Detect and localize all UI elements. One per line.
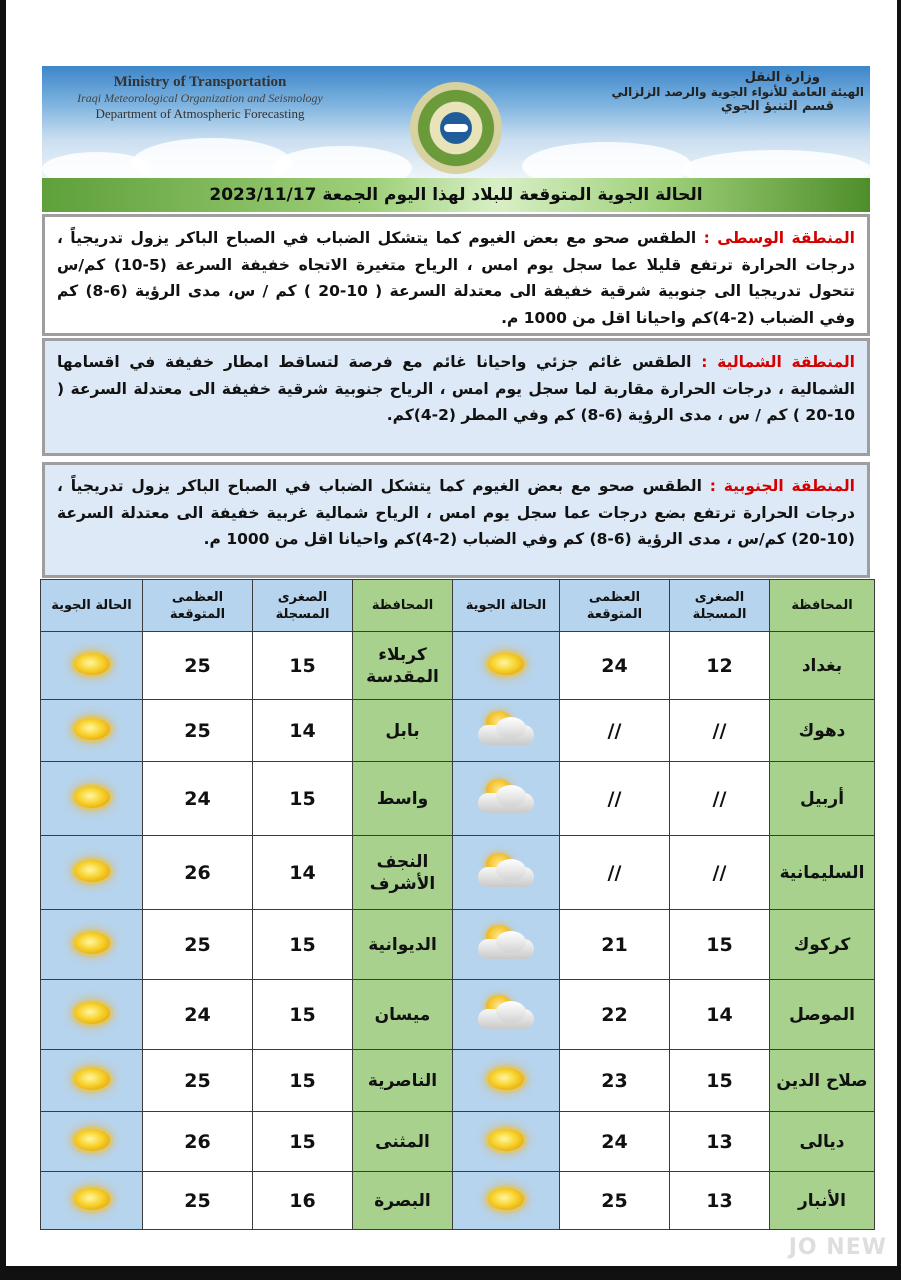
region-southern <box>42 462 870 578</box>
max-temp-cell: 25 <box>143 1172 253 1230</box>
sun-icon <box>74 653 110 675</box>
region-name: المنطقة الوسطى : <box>703 229 855 247</box>
max-temp-cell: 26 <box>143 1112 253 1172</box>
max-temp-cell: // <box>560 700 670 762</box>
min-temp-cell: // <box>670 700 770 762</box>
max-temp-cell: 24 <box>560 1112 670 1172</box>
weather-cell <box>41 632 143 700</box>
bottom-frame-border <box>0 1266 901 1280</box>
organization-name-en: Iraqi Meteorological Organization and Seismology <box>77 91 323 105</box>
province-cell: البصرة <box>353 1172 453 1230</box>
min-temp-cell: 15 <box>253 1112 353 1172</box>
department-name-en: Department of Atmospheric Forecasting <box>95 106 305 121</box>
max-temp-cell: 25 <box>143 1050 253 1112</box>
province-cell: بابل <box>353 700 453 762</box>
weather-cell <box>41 1172 143 1230</box>
table-row <box>41 700 875 762</box>
header-min: الصغرى المسجلة <box>670 580 770 632</box>
region-name: المنطقة الجنوبية : <box>709 477 855 495</box>
province-cell: الأنبار <box>770 1172 875 1230</box>
province-cell: الموصل <box>770 980 875 1050</box>
sky-cloud <box>522 142 692 178</box>
sun-icon <box>488 653 524 675</box>
header-arabic <box>604 70 864 114</box>
weather-cell <box>453 910 560 980</box>
weather-cell <box>453 762 560 836</box>
weather-cell <box>41 980 143 1050</box>
province-cell: المثنى <box>353 1112 453 1172</box>
min-temp-cell: 13 <box>670 1112 770 1172</box>
ministry-name-en: Ministry of Transportation <box>113 74 287 90</box>
header-province: المحافظة <box>770 580 875 632</box>
header-banner <box>42 66 870 178</box>
table-row <box>41 632 875 700</box>
min-temp-cell: 14 <box>253 836 353 910</box>
min-temp-cell: 15 <box>670 910 770 980</box>
header-weather: الحالة الجوية <box>453 580 560 632</box>
partly-cloudy-icon <box>474 993 538 1033</box>
sun-icon <box>74 1188 110 1210</box>
sky-cloud <box>682 150 870 178</box>
sun-icon <box>74 718 110 740</box>
max-temp-cell: 25 <box>560 1172 670 1230</box>
weather-cell <box>453 1112 560 1172</box>
min-temp-cell: 16 <box>253 1172 353 1230</box>
weather-cell <box>41 762 143 836</box>
partly-cloudy-icon <box>474 709 538 749</box>
min-temp-cell: 15 <box>253 762 353 836</box>
max-temp-cell: 26 <box>143 836 253 910</box>
weather-cell <box>41 1112 143 1172</box>
ministry-name-ar: وزارة النقل <box>744 70 820 85</box>
province-cell: دهوك <box>770 700 875 762</box>
weather-cell <box>41 910 143 980</box>
right-frame-border <box>897 0 901 1280</box>
department-name-ar: قسم التنبؤ الجوي <box>720 99 834 114</box>
sun-icon <box>488 1068 524 1090</box>
min-temp-cell: 15 <box>670 1050 770 1112</box>
weather-cell <box>453 980 560 1050</box>
min-temp-cell: // <box>670 762 770 836</box>
province-cell: واسط <box>353 762 453 836</box>
max-temp-cell: 22 <box>560 980 670 1050</box>
province-cell: كركوك <box>770 910 875 980</box>
table-row <box>41 1112 875 1172</box>
region-text: الطقس صحو مع بعض الغيوم كما يتشكل الضباب في الصباح الباكر يزول تدريجياً ، درجات الحرارة ترتفع قليلا عما سجل يوم امس ، الرياح متغيرة الاتجاه خفيفة السرعة (5-10) كم/س تتحول تدريجيا الى جنوبية شرقية خفيفة الى معتدلة السرعة ( 10-20 ) كم / س، مدى الرؤية (6-8) كم وفي الضباب (2-4)كم واحيانا اقل من 1000 م. <box>57 229 855 327</box>
min-temp-cell: // <box>670 836 770 910</box>
region-northern <box>42 338 870 456</box>
sun-icon <box>488 1129 524 1151</box>
table-row <box>41 762 875 836</box>
partly-cloudy-icon <box>474 923 538 963</box>
table-row <box>41 910 875 980</box>
province-cell: الناصرية <box>353 1050 453 1112</box>
region-central <box>42 214 870 336</box>
province-cell: ديالى <box>770 1112 875 1172</box>
table-header-row <box>41 580 875 632</box>
sky-cloud <box>272 146 412 178</box>
min-temp-cell: 15 <box>253 910 353 980</box>
province-cell: أربيل <box>770 762 875 836</box>
header-max: العظمى المتوقعة <box>560 580 670 632</box>
sun-icon <box>488 1188 524 1210</box>
weather-cell <box>453 1050 560 1112</box>
table-row <box>41 1050 875 1112</box>
table-row <box>41 1172 875 1230</box>
province-cell: صلاح الدين <box>770 1050 875 1112</box>
watermark: JO NEW <box>788 1235 887 1260</box>
min-temp-cell: 13 <box>670 1172 770 1230</box>
max-temp-cell: 24 <box>143 980 253 1050</box>
max-temp-cell: 23 <box>560 1050 670 1112</box>
table-row <box>41 980 875 1050</box>
region-text: الطقس صحو مع بعض الغيوم كما يتشكل الضباب في الصباح الباكر يزول تدريجياً ، درجات الحرارة ترتفع بضع درجات عما سجل يوم امس ، الرياح شمالية غربية خفيفة الى معتدلة السرعة (10-20) كم/س ، مدى الرؤية (6-8) كم وفي الضباب (2-4)كم واحيانا اقل من 1000 م. <box>57 477 855 548</box>
forecast-table <box>40 579 875 1230</box>
header-province: المحافظة <box>353 580 453 632</box>
max-temp-cell: 24 <box>560 632 670 700</box>
min-temp-cell: 15 <box>253 980 353 1050</box>
sky-cloud <box>42 152 152 178</box>
max-temp-cell: 24 <box>143 762 253 836</box>
weather-cell <box>453 1172 560 1230</box>
sky-cloud <box>132 138 292 178</box>
weather-cell <box>41 700 143 762</box>
sun-icon <box>74 1002 110 1024</box>
header-max: العظمى المتوقعة <box>143 580 253 632</box>
min-temp-cell: 15 <box>253 1050 353 1112</box>
province-cell: الديوانية <box>353 910 453 980</box>
weather-cell <box>41 1050 143 1112</box>
province-cell: كربلاء المقدسة <box>353 632 453 700</box>
sun-icon <box>74 1129 110 1151</box>
table-row <box>41 836 875 910</box>
organization-name-ar: الهيئة العامة للأنواء الجوية والرصد الزلزالي <box>611 85 864 99</box>
max-temp-cell: 25 <box>143 632 253 700</box>
max-temp-cell: 25 <box>143 700 253 762</box>
province-cell: النجف الأشرف <box>353 836 453 910</box>
partly-cloudy-icon <box>474 777 538 817</box>
weather-cell <box>453 632 560 700</box>
weather-cell <box>453 700 560 762</box>
max-temp-cell: 25 <box>143 910 253 980</box>
min-temp-cell: 12 <box>670 632 770 700</box>
header-english <box>50 74 350 122</box>
region-name: المنطقة الشمالية : <box>701 353 855 371</box>
weather-cell <box>453 836 560 910</box>
weather-cell <box>41 836 143 910</box>
region-text: الطقس غائم جزئي واحيانا غائم مع فرصة لتساقط امطار خفيفة في اقسامها الشمالية ، درجات الحرارة مقاربة لما سجل يوم امس ، الرياح جنوبية شرقية خفيفة الى معتدلة السرعة ( 10-20 ) كم / س ، مدى الرؤية (6-8) كم وفي المطر (2-4)كم. <box>57 353 855 424</box>
header-min: الصغرى المسجلة <box>253 580 353 632</box>
sun-icon <box>74 860 110 882</box>
province-cell: السليمانية <box>770 836 875 910</box>
max-temp-cell: 21 <box>560 910 670 980</box>
min-temp-cell: 14 <box>670 980 770 1050</box>
left-frame-border <box>0 0 6 1280</box>
min-temp-cell: 14 <box>253 700 353 762</box>
header-weather: الحالة الجوية <box>41 580 143 632</box>
sun-icon <box>74 786 110 808</box>
forecast-title: الحالة الجوية المتوقعة للبلاد لهذا اليوم الجمعة 2023/11/17 <box>42 178 870 212</box>
sun-icon <box>74 1068 110 1090</box>
max-temp-cell: // <box>560 762 670 836</box>
sun-icon <box>74 932 110 954</box>
max-temp-cell: // <box>560 836 670 910</box>
province-cell: ميسان <box>353 980 453 1050</box>
province-cell: بغداد <box>770 632 875 700</box>
min-temp-cell: 15 <box>253 632 353 700</box>
partly-cloudy-icon <box>474 851 538 891</box>
organization-logo-icon <box>410 82 502 174</box>
